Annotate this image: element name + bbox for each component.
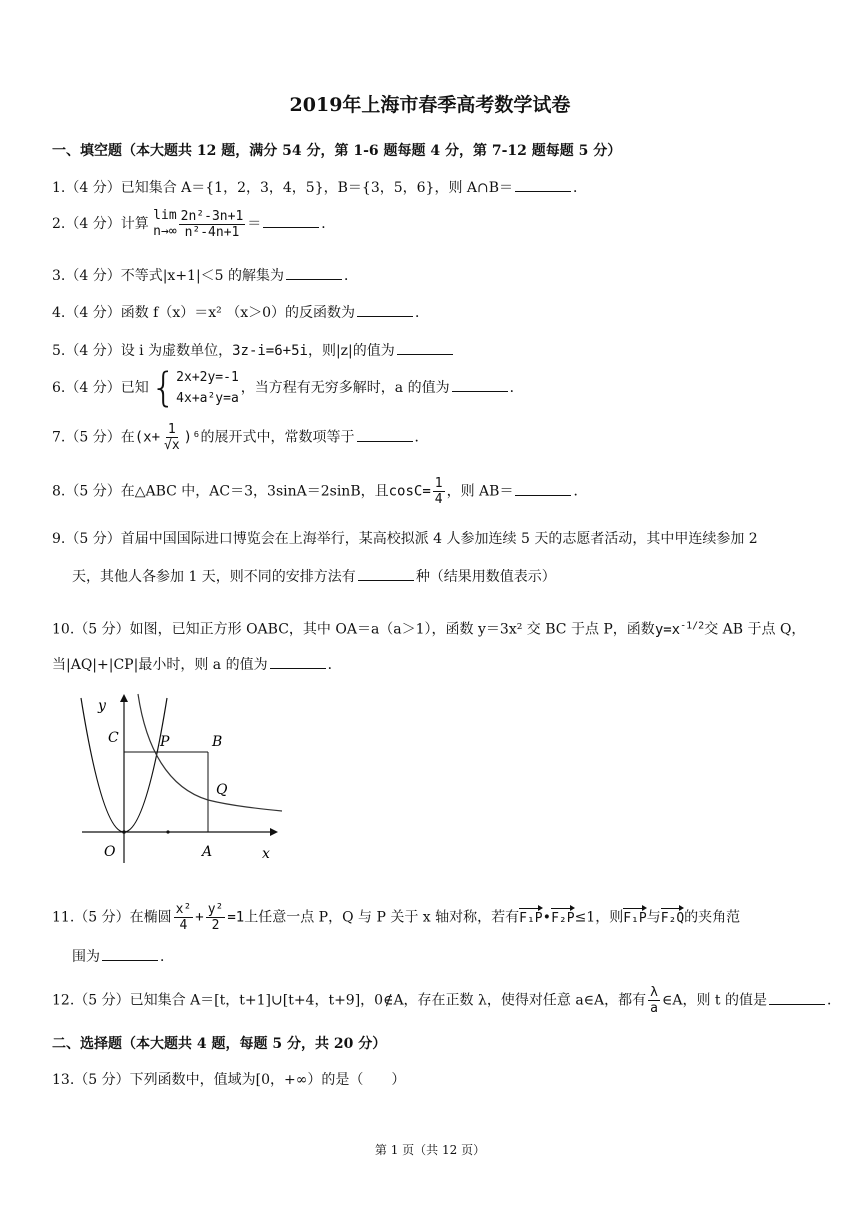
x-axis-arrow [270,828,278,836]
left-brace: { [150,365,177,411]
question-9-line-1: 9.（5 分）首届中国国际进口博览会在上海举行，某高校拟派 4 人参加连续 5 天的志愿者活动，其中甲连续参加 2 [52,531,758,547]
question-3-text: 3.（4 分）不等式|x+1|＜5 的解集为 [52,268,285,284]
fraction-denominator: n²-4n+1 [184,224,240,240]
question-11-end: ． [160,949,174,965]
label-x: x [262,846,270,862]
fraction-numerator: y² [207,902,224,917]
question-6 [52,367,524,409]
lambda-fraction [648,985,660,1016]
question-9-line-2 [72,566,556,586]
question-7-end: ． [414,429,429,446]
inequality-text: ≤1，则 [574,909,624,926]
y-axis-arrow [120,694,128,702]
answer-blank [102,946,158,961]
question-2-text: 2.（4 分）计算 [52,216,149,232]
question-11-condition: 上任意一点 P，Q 与 P 关于 x 轴对称，若有 [244,909,520,926]
fraction-numerator: λ [650,985,658,1000]
answer-blank [357,302,413,317]
question-11-line-1 [52,902,740,933]
limit-fraction [179,209,246,240]
answer-blank [515,177,571,192]
cosine-fraction [433,476,445,507]
question-9-text: 天，其他人各参加 1 天，则不同的安排方法有 [72,569,356,585]
fraction-denominator: 4 [179,918,188,933]
question-1-text: 1.（4 分）已知集合 A＝{1，2，3，4，5}，B＝{3，5，6}，则 A∩B＝ [52,180,514,196]
question-6-end: ． [509,380,524,396]
answer-blank [769,990,825,1005]
label-o: O [104,844,116,860]
question-10-line-2 [52,654,342,674]
ellipse-term-x [174,902,194,933]
question-3-end: ． [344,268,359,284]
question-7-text: 7.（5 分）在 [52,429,135,446]
fraction-denominator: √x [164,438,180,453]
fraction-denominator: 4 [434,492,443,507]
vector-f2p: F₂P [551,906,574,928]
dot-operator: • [542,909,552,926]
question-11-text: 11.（5 分）在椭圆 [52,909,172,926]
question-10-ask: 当|AQ|+|CP|最小时，则 a 的值为 [52,657,268,673]
power-function: $y=x^{-1/2}$ [654,620,705,638]
question-7 [52,422,429,453]
conjunction-text: 与 [646,909,661,926]
question-12-end: ． [826,992,841,1009]
question-10-figure [72,688,292,868]
question-6-ask: ，当方程有无穷多解时，a 的值为 [240,380,450,396]
limit-expression [153,208,176,240]
ellipse-equals: =1 [227,909,245,926]
question-11-line-2 [72,946,174,966]
question-8-end: ． [573,483,588,500]
section-fill-in-heading: 一、填空题（本大题共 12 题，满分 54 分，第 1-6 题每题 4 分，第 7-12 题每题 5 分） [52,143,622,159]
vector-f1p: F₁P [519,906,542,928]
answer-blank [515,481,571,496]
axis-point [166,830,169,833]
question-11-tail: 的夹角范 [684,909,741,926]
cosine-expression: cosC= [388,483,431,500]
question-5-ask: ，则|z|的值为 [307,343,395,359]
question-4-end: ． [415,305,430,321]
question-10-text-end: 交 AB 于点 Q， [704,621,806,638]
answer-blank [452,377,508,392]
question-4-text: 4.（4 分）函数 f（x）＝x² （x＞0）的反函数为 [52,305,356,321]
question-2 [52,208,335,240]
answer-blank [270,654,326,669]
vector-f1p: F₁P [623,906,646,928]
question-8 [52,476,587,507]
question-3 [52,265,358,285]
plus-sign: + [195,909,204,926]
question-6-text: 6.（4 分）已知 [52,380,149,396]
question-1-end: ． [573,180,588,196]
binomial-fraction [162,422,182,453]
equation-2: 4x+a²y=a [176,391,239,406]
label-y: y [98,698,106,714]
label-c: C [108,730,119,746]
answer-blank [358,566,414,581]
binomial-open: (x+ [134,429,161,446]
fraction-numerator: 1 [167,422,176,437]
answer-blank [286,265,342,280]
question-9-unit: 种（结果用数值表示） [415,569,556,585]
fraction-numerator: 1 [434,476,443,491]
label-a: A [202,844,213,860]
ellipse-term-y [206,902,226,933]
vector-f2q: F₂Q [661,906,684,928]
question-12 [52,985,841,1016]
question-5-text: 5.（4 分）设 i 为虚数单位， [52,343,233,359]
equals-sign: ＝ [247,216,262,232]
question-1 [52,177,587,197]
fraction-denominator: a [650,1001,658,1016]
equation-system [151,367,239,409]
fraction-numerator: x² [175,902,192,917]
question-10-line-1 [52,617,805,639]
question-7-ask: 的展开式中，常数项等于 [200,429,355,446]
answer-blank [263,213,319,228]
label-p: P [160,734,170,750]
fraction-numerator: 2n²-3n+1 [180,208,244,224]
origin-point [122,830,126,834]
question-4 [52,302,429,322]
limit-symbol: lim [153,208,177,223]
question-8-text: 8.（5 分）在△ABC 中，AC＝3，3sinA＝2sinB，且 [52,483,389,500]
label-b: B [212,734,223,750]
question-10-text: 10.（5 分）如图，已知正方形 OABC，其中 OA＝a（a＞1），函数 y＝3x² 交 BC 于点 P，函数 [52,621,655,638]
question-2-end: ． [321,216,336,232]
fraction-denominator: 2 [211,918,220,933]
question-8-ask: ，则 AB＝ [446,483,514,500]
question-10-end: ． [327,657,342,673]
section-choice-heading: 二、选择题（本大题共 4 题，每题 5 分，共 20 分） [52,1036,387,1052]
complex-equation: 3z-i=6+5i [232,343,308,359]
question-13: 13.（5 分）下列函数中，值域为[0，+∞）的是（ ） [52,1072,406,1088]
question-11-ask: 围为 [72,949,100,965]
question-12-ask: ∈A，则 t 的值是 [661,992,767,1009]
binomial-close: )⁶ [183,429,201,446]
label-q: Q [216,782,228,798]
question-5 [52,340,455,360]
page-footer: 第 1 页（共 12 页） [374,1143,486,1157]
question-12-text: 12.（5 分）已知集合 A＝[t，t+1]∪[t+4，t+9]，0∉A，存在正数 λ，使得对任意 a∈A，都有 [52,992,647,1009]
answer-blank [397,340,453,355]
answer-blank [357,427,413,442]
equation-1: 2x+2y=-1 [176,370,239,385]
page-title: 2019年上海市春季高考数学试卷 [289,94,571,116]
limit-subscript: n→∞ [153,224,177,239]
